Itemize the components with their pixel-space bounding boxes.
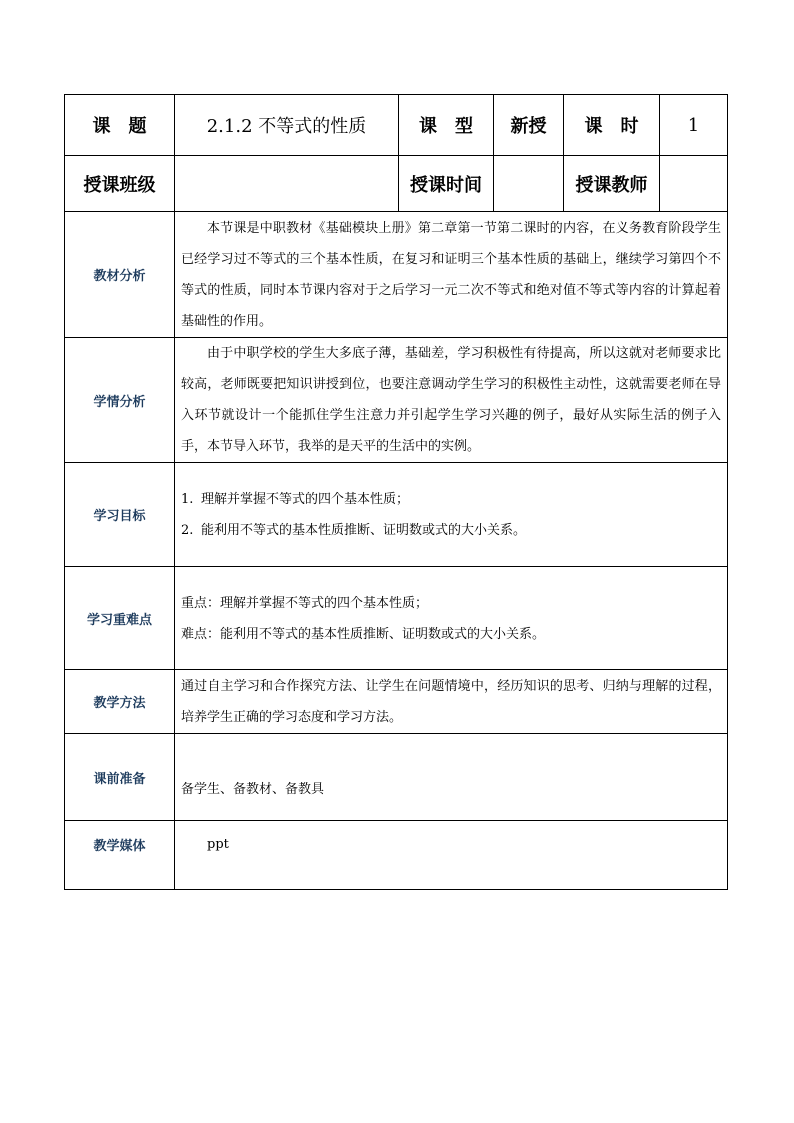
type-label: 课 型 bbox=[399, 95, 494, 156]
students-text: 由于中职学校的学生大多底子薄，基础差，学习积极性有待提高，所以这就对老师要求比较高，老师既要把知识讲授到位，也要注意调动学生学习的积极性主动性，这就需要老师在导入环节就设计一个能抓住学生注意力并引起学生学习兴趣的例子，最好从实际生活的例子入手，本节导入环节，我举的是天平的生活中的实例。 bbox=[175, 338, 728, 463]
lesson-plan-table bbox=[64, 94, 728, 890]
method-label: 教学方法 bbox=[65, 670, 175, 734]
class-value bbox=[175, 156, 399, 212]
header-row-1 bbox=[65, 95, 728, 156]
method-text: 通过自主学习和合作探究方法、让学生在问题情境中，经历知识的思考、归纳与理解的过程，培养学生正确的学习态度和学习方法。 bbox=[175, 670, 728, 734]
media-text: ppt bbox=[175, 821, 728, 890]
goal-item bbox=[181, 484, 721, 515]
topic-value: 2.1.2 不等式的性质 bbox=[175, 95, 399, 156]
hours-label: 课 时 bbox=[564, 95, 660, 156]
preparation-text: 备学生、备教材、备教具 bbox=[175, 734, 728, 821]
topic-label: 课 题 bbox=[65, 95, 175, 156]
textbook-text: 本节课是中职教材《基础模块上册》第二章第一节第二课时的内容，在义务教育阶段学生已经学习过不等式的三个基本性质，在复习和证明三个基本性质的基础上，继续学习第四个不等式的性质，同时本节课内容对于之后学习一元二次不等式和绝对值不等式等内容的计算起着基础性的作用。 bbox=[175, 212, 728, 338]
method-row bbox=[65, 670, 728, 734]
hours-value: 1 bbox=[660, 95, 728, 156]
goal-text: 理解并掌握不等式的四个基本性质； bbox=[201, 492, 410, 507]
difficult-point: 难点：能利用不等式的基本性质推断、证明数或式的大小关系。 bbox=[181, 627, 546, 642]
goal-item bbox=[181, 515, 721, 546]
goals-label: 学习目标 bbox=[65, 463, 175, 567]
media-label: 教学媒体 bbox=[65, 821, 175, 890]
goal-number: 1. bbox=[181, 492, 194, 507]
media-row bbox=[65, 821, 728, 890]
keypoints-label: 学习重难点 bbox=[65, 567, 175, 670]
teacher-value bbox=[660, 156, 728, 212]
class-label: 授课班级 bbox=[65, 156, 175, 212]
goal-number: 2. bbox=[181, 523, 194, 538]
textbook-label: 教材分析 bbox=[65, 212, 175, 338]
key-point: 重点：理解并掌握不等式的四个基本性质； bbox=[181, 596, 429, 611]
textbook-row bbox=[65, 212, 728, 338]
teacher-label: 授课教师 bbox=[564, 156, 660, 212]
time-value bbox=[494, 156, 564, 212]
keypoints-row bbox=[65, 567, 728, 670]
goals-list bbox=[175, 463, 728, 567]
time-label: 授课时间 bbox=[399, 156, 494, 212]
keypoints-content bbox=[175, 567, 728, 670]
students-label: 学情分析 bbox=[65, 338, 175, 463]
preparation-label: 课前准备 bbox=[65, 734, 175, 821]
goals-row bbox=[65, 463, 728, 567]
students-row bbox=[65, 338, 728, 463]
header-row-2 bbox=[65, 156, 728, 212]
type-value: 新授 bbox=[494, 95, 564, 156]
preparation-row bbox=[65, 734, 728, 821]
goal-text: 能利用不等式的基本性质推断、证明数或式的大小关系。 bbox=[201, 523, 527, 538]
